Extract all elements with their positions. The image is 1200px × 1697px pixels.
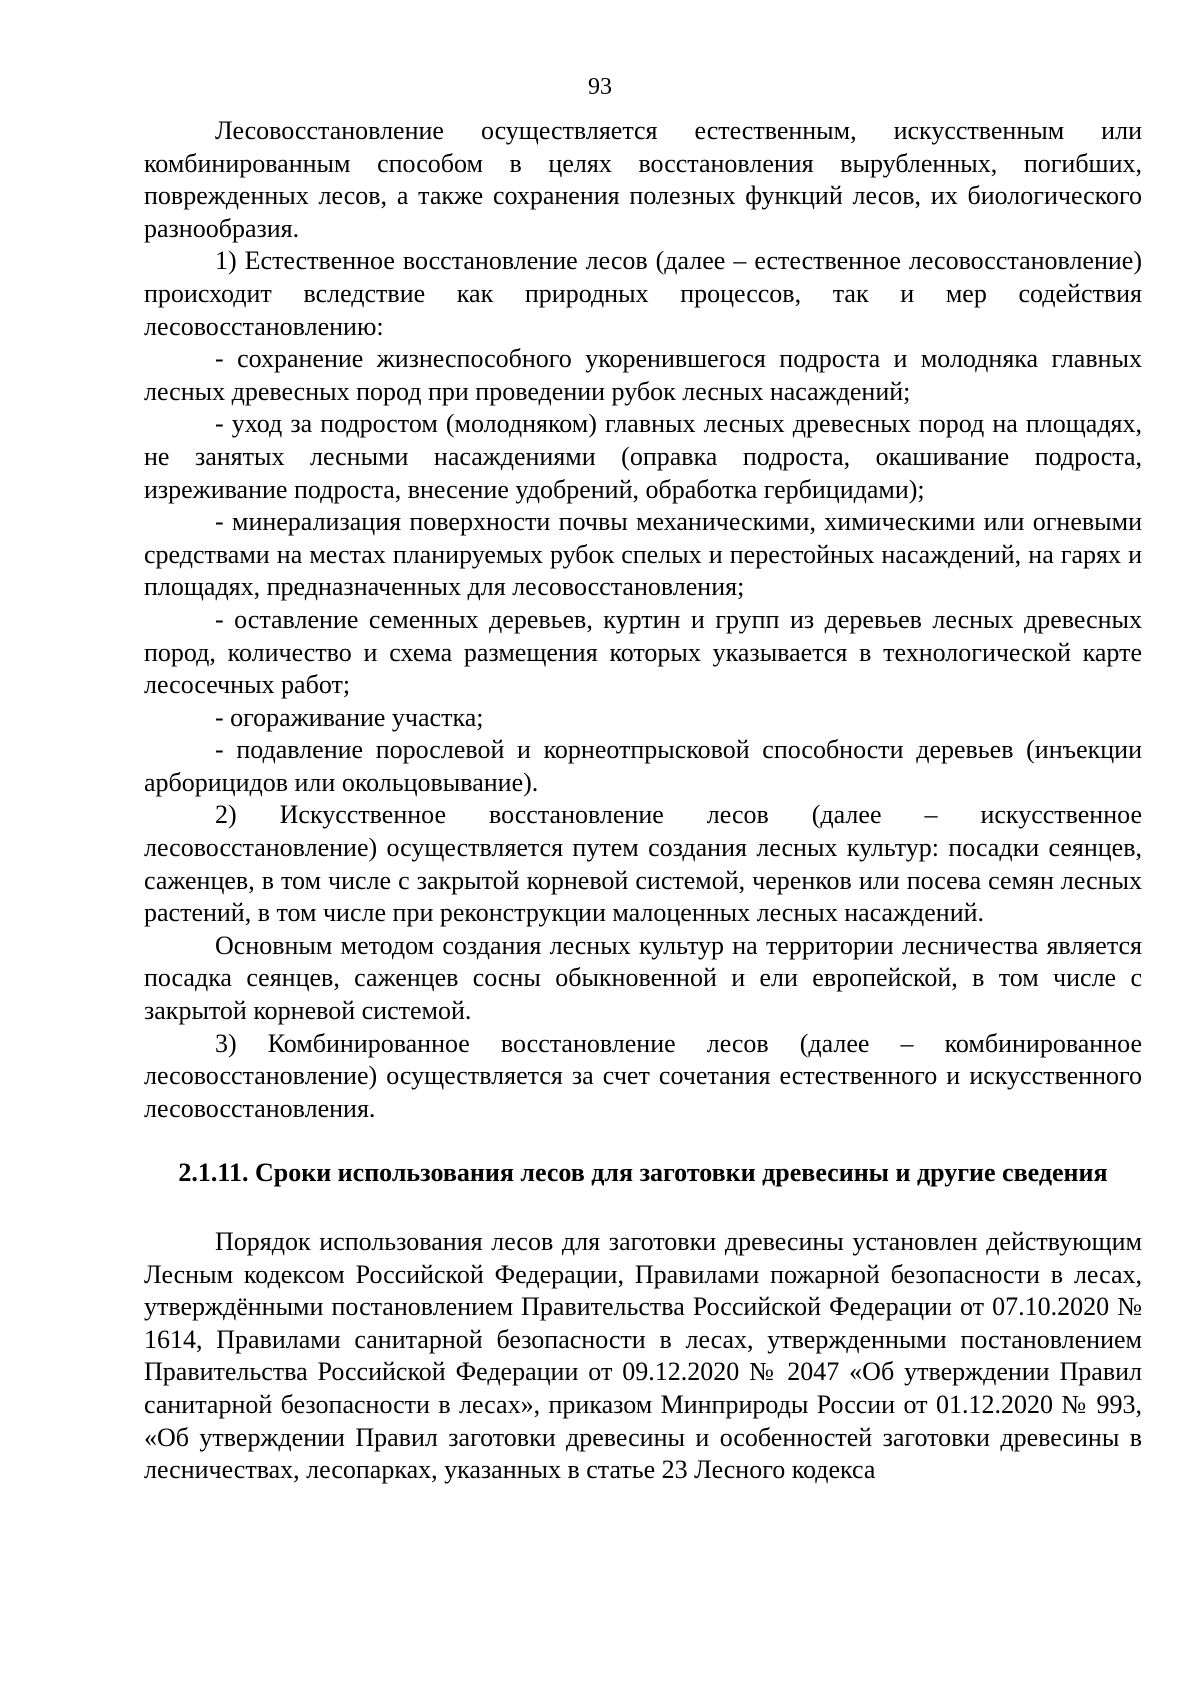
section-heading: 2.1.11. Сроки использования лесов для заготовки древесины и другие сведения xyxy=(178,1158,1108,1188)
paragraph: Основным методом создания лесных культур на территории лесничества является посадка сеянцев, саженцев сосны обыкновенной и ели европейской, в том числе с закрытой корневой системой. xyxy=(144,930,1142,1026)
document-body xyxy=(144,115,1142,1487)
paragraph: 2) Искусственное восстановление лесов (далее – искусственное лесовосстановление) осуществляется путем создания лесных культур: посадки сеянцев, саженцев, в том числе с закрытой корневой системой, черенков или посева семян лесных растений, в том числе при реконструкции малоценных лесных насаждений. xyxy=(144,800,1142,928)
list-item: - огораживание участка; xyxy=(215,702,484,732)
list-item: - минерализация поверхности почвы механическими, химическими или огневыми средствами на местах планируемых рубок спелых и перестойных насаждений, на гарях и площадях, предназначенных для лесовосстановления; xyxy=(144,507,1142,602)
paragraph: 3) Комбинированное восстановление лесов (далее – комбинированное лесовосстановление) осуществляется за счет сочетания естественного и искусственного лесовосстановления. xyxy=(144,1028,1142,1123)
list-item: - подавление порослевой и корнеотпрысковой способности деревьев (инъекции арборицидов или окольцовывание). xyxy=(144,735,1142,797)
list-item: - уход за подростом (молодняком) главных лесных древесных пород на площадях, не занятых лесными насаждениями (оправка подроста, окашивание подроста, изреживание подроста, внесение удобрений, обработка гербицидами); xyxy=(144,409,1142,504)
list-item: - сохранение жизнеспособного укоренившегося подроста и молодняка главных лесных древесных пород при проведении рубок лесных насаждений; xyxy=(144,344,1142,406)
paragraph: Лесовосстановление осуществляется естественным, искусственным или комбинированным способом в целях восстановления вырубленных, погибших, поврежденных лесов, а также сохранения полезных функций лесов, их биологического разнообразия. xyxy=(144,116,1142,243)
page-number: 93 xyxy=(588,74,612,100)
list-item: - оставление семенных деревьев, куртин и групп из деревьев лесных древесных пород, количество и схема размещения которых указывается в технологической карте лесосечных работ; xyxy=(144,604,1142,700)
paragraph: Порядок использования лесов для заготовки древесины установлен действующим Лесным кодексом Российской Федерации, Правилами пожарной безопасности в лесах, утверждёнными постановлением Правительства Российской Федерации от 07.10.2020 № 1614, Правилами санитарной безопасности в лесах, утвержденными постановлением Правительства Российской Федерации от 09.12.2020 № 2047 «Об утверждении Правил санитарной безопасности в лесах», приказом Минприроды России от 01.12.2020 № 993, «Об утверждении Правил заготовки древесины и особенностей заготовки древесины в лесничествах, лесопарках, указанных в статье 23 Лесного кодекса xyxy=(144,1227,1142,1485)
paragraph: 1) Естественное восстановление лесов (далее – естественное лесовосстановление) происходит вследствие как природных процессов, так и мер содействия лесовосстановлению: xyxy=(144,246,1142,341)
